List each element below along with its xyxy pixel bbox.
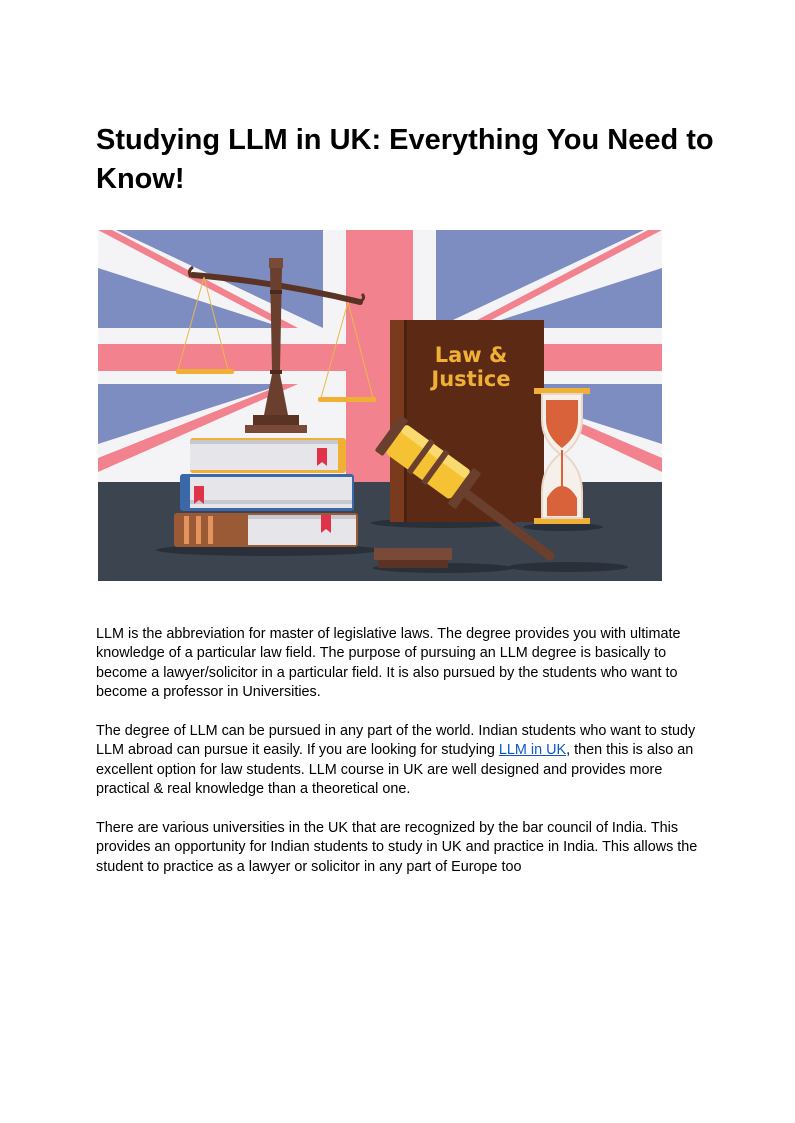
llm-abroad-paragraph	[96, 722, 701, 799]
hero-illustration	[98, 230, 662, 581]
universities-paragraph: There are various universities in the UK that are recognized by the bar council of India. This provides an opportunity for Indian students to study in UK and practice in India. This allows the student to practice as a lawyer or solicitor in any part of Europe too	[96, 820, 698, 875]
llm-in-uk-link[interactable]: LLM in UK	[498, 742, 567, 759]
book-title-line1: Law &	[434, 343, 508, 367]
paragraph-text: , then this is also an excellent option for law students. LLM course in UK are well designed and provides more practical & real knowledge than a theoretical one.	[96, 742, 694, 797]
page-title: Studying LLM in UK: Everything You Need to Know!	[96, 124, 714, 195]
paragraph-text: The degree of LLM can be pursued in any part of the world. Indian students who want to study LLM abroad can pursue it easily. If you are looking for studying	[96, 723, 696, 759]
book-stack	[174, 438, 358, 547]
intro-paragraph: LLM is the abbreviation for master of legislative laws. The degree provides you with ultimate knowledge of a particular law field. The purpose of pursuing an LLM degree is basically to become a lawyer/solicitor in a particular field. It is also pursued by the students who want to become a professor in Universities.	[96, 626, 681, 700]
book-title-line2: Justice	[431, 367, 511, 391]
